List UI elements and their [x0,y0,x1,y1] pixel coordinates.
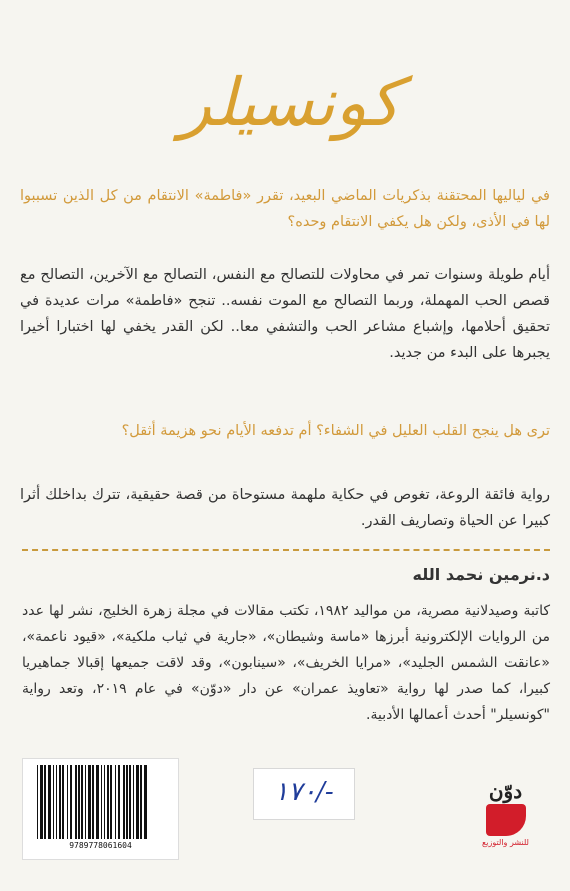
barcode-bar [110,765,112,839]
barcode-bar [88,765,91,839]
barcode-bar [133,765,134,839]
barcode-bar [40,765,43,839]
barcode-bar [48,765,51,839]
barcode-bar [136,765,139,839]
author-name: د.نرمين نحمد الله [412,565,550,584]
barcode-bar [53,765,54,839]
barcode-bar [81,765,83,839]
barcode-bar [144,765,147,839]
publisher-mark-icon [486,804,526,836]
barcode-bar [59,765,61,839]
barcode-bar [118,765,120,839]
barcode-bars [31,765,171,839]
barcode-bar [75,765,77,839]
barcode [22,758,179,860]
barcode-bar [92,765,94,839]
barcode-bar [129,765,131,839]
publisher-name: دوّن [488,779,523,803]
isbn-number: 9789778061604 [69,841,132,850]
barcode-bar [101,765,102,839]
barcode-bar [67,765,68,839]
barcode-bar [62,765,64,839]
barcode-bar [107,765,109,839]
barcode-bar [56,765,57,839]
price-sticker [253,768,355,820]
barcode-bar [78,765,80,839]
barcode-bar [123,765,125,839]
barcode-bar [37,765,38,839]
author-bio: كاتبة وصيدلانية مصرية، من مواليد ١٩٨٢، تكتب مقالات في مجلة زهرة الخليج، نشر لها عدد من الروايات الإلكترونية أبرزها «ماسة وشيطان»، «جارية في ثياب ملكية»، «قيود ناعمة»، «عانقت الشمس الجليد»، «مرايا الخريف»، «سينابون»، وقد لاقت جميعها إقبالا جماهيريا كبيرا، كما صدر لها رواية «تعاويذ عمران» عن دار «دوّن» في عام ٢٠١٩، وتعد رواية "كونسيلر" أحدث أعمالها الأدبية. [22,603,550,723]
barcode-bar [115,765,116,839]
publisher-tagline: للنشر والتوزيع [481,838,529,847]
barcode-bar [96,765,99,839]
barcode-bar [140,765,142,839]
section-divider [22,549,550,551]
barcode-bar [126,765,128,839]
blurb-paragraph-1: في لياليها المحتقنة بذكريات الماضي البعيد، تقرر «فاطمة» الانتقام من كل الذين تسببوا لها في الأذى، ولكن هل يكفي الانتقام وحده؟ [20,188,550,230]
blurb-paragraph-4: رواية فائقة الروعة، تغوص في حكاية ملهمة مستوحاة من قصة حقيقية، تترك بداخلك أثرا كبيرا عن الحياة وتصاريف القدر. [20,487,550,529]
barcode-bar [85,765,86,839]
price-label: ١٧٠/- [274,777,334,807]
barcode-bar [70,765,72,839]
barcode-bar [104,765,105,839]
publisher-logo [478,780,533,855]
book-title: كونسيلر [179,64,401,141]
blurb-paragraph-2: أيام طويلة وسنوات تمر في محاولات للتصالح مع النفس، التصالح مع الآخرين، التصالح مع قصص الحب المهملة، وربما التصالح مع الموت نفسه.. تنجح «فاطمة» مرات عديدة في تحقيق أحلامها، وإشباع مشاعر الحب والتشفي معا.. لكن القدر يخفي لها اختبارا أخيرا يجبرها على البدء من جديد. [20,267,550,361]
barcode-bar [44,765,46,839]
blurb-paragraph-3: ترى هل ينجح القلب العليل في الشفاء؟ أم تدفعه الأيام نحو هزيمة أثقل؟ [121,423,550,439]
